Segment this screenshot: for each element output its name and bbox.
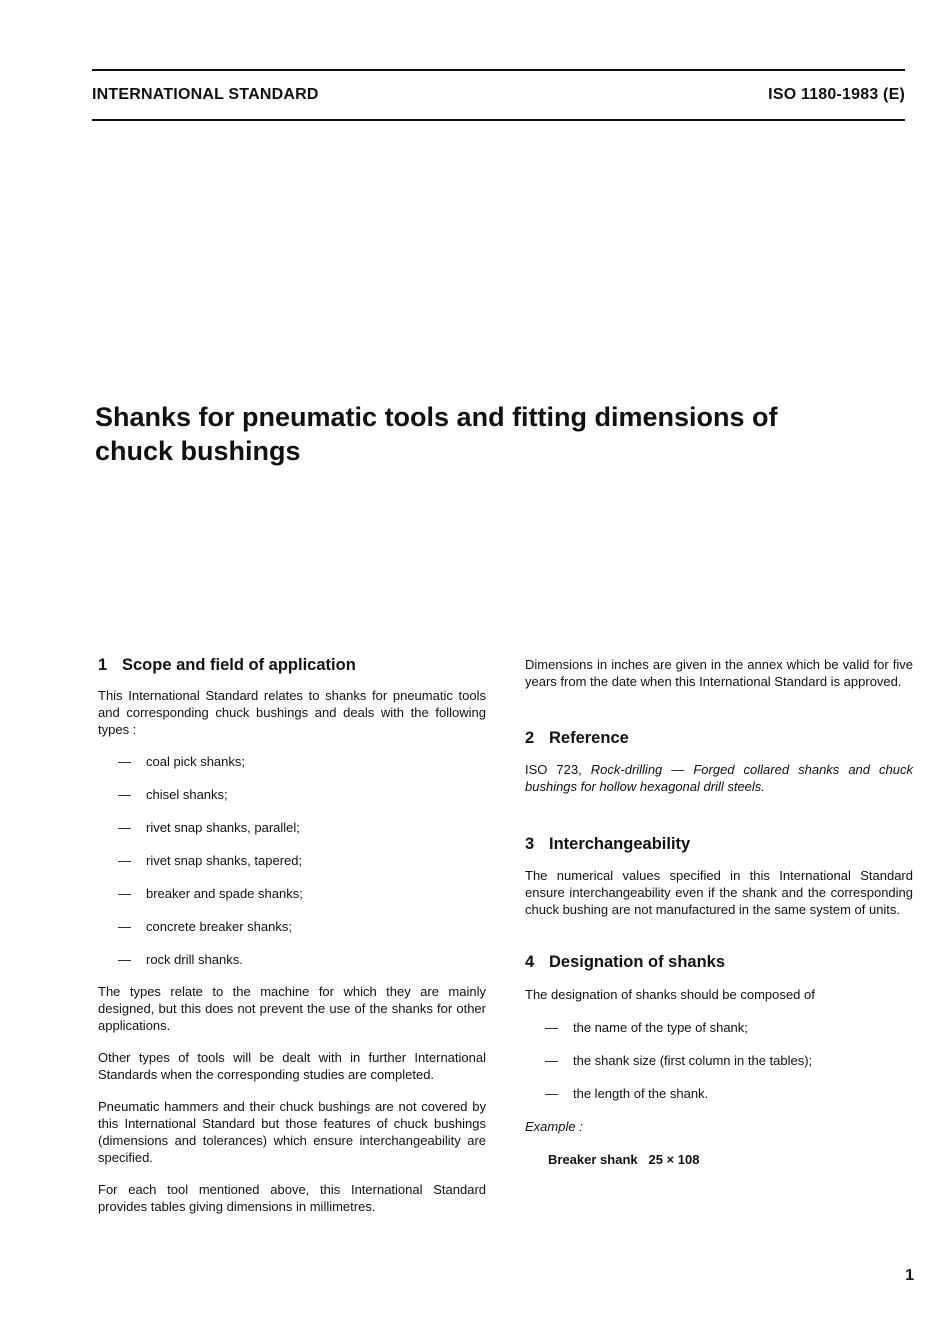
section-2-number: 2 — [525, 729, 535, 747]
reference-title: Rock-drilling — Forged collared shanks and chuck bushings for hollow hexagonal drill steels. — [525, 762, 913, 794]
section-4-title: Designation of shanks — [549, 953, 726, 971]
header-top-rule — [92, 69, 905, 71]
list-item: — concrete breaker shanks; — [98, 918, 486, 935]
section-1-number: 1 — [98, 656, 108, 674]
section-1-intro: This International Standard relates to shanks for pneumatic tools and corresponding chuck bushings and deals with the following types : — [98, 688, 486, 737]
shank-types-list — [98, 753, 486, 968]
list-item: — the shank size (first column in the tables); — [525, 1052, 913, 1069]
example-shank-name: Breaker shank — [548, 1152, 638, 1167]
section-3-number: 3 — [525, 835, 535, 853]
reference-code: ISO 723, — [525, 762, 582, 777]
section-2-title: Reference — [549, 729, 629, 747]
example-label: Example : — [525, 1119, 583, 1134]
section-3-text: The numerical values specified in this International Standard ensure interchangeability even if the shank and the corresponding chuck bushing are not manufactured in the same system of units. — [525, 868, 913, 917]
section-1-paragraph: The types relate to the machine for which they are mainly designed, but this does not prevent the use of the shanks for other applications. — [98, 984, 486, 1033]
section-1-paragraph: For each tool mentioned above, this International Standard provides tables giving dimensions in millimetres. — [98, 1182, 486, 1214]
list-item: — chisel shanks; — [98, 786, 486, 803]
section-1-heading — [98, 654, 486, 676]
title-line-2: chuck bushings — [95, 436, 301, 466]
list-item: — coal pick shanks; — [98, 753, 486, 770]
section-4-heading — [525, 951, 913, 973]
section-4-number: 4 — [525, 953, 535, 971]
list-item: — rivet snap shanks, tapered; — [98, 852, 486, 869]
header-bottom-rule — [92, 119, 905, 121]
list-item: — the name of the type of shank; — [525, 1019, 913, 1036]
list-item: — rivet snap shanks, parallel; — [98, 819, 486, 836]
annex-note: Dimensions in inches are given in the annex which be valid for five years from the date when this International Standard is approved. — [525, 657, 913, 689]
document-type: INTERNATIONAL STANDARD — [92, 86, 319, 103]
designation-list — [525, 1019, 913, 1102]
right-column — [525, 654, 913, 1168]
section-1-paragraph: Pneumatic hammers and their chuck bushings are not covered by this International Standard but those features of chuck bushings (dimensions and tolerances) which ensure interchangeability are specified. — [98, 1099, 486, 1165]
reference-entry — [525, 761, 913, 795]
example-shank-size: 25 × 108 — [648, 1152, 700, 1167]
page-number: 1 — [905, 1267, 914, 1284]
list-item: — the length of the shank. — [525, 1085, 913, 1102]
standard-number: ISO 1180-1983 (E) — [768, 86, 905, 103]
section-1-title: Scope and field of application — [122, 656, 356, 674]
section-1-paragraph: Other types of tools will be dealt with in further International Standards when the corresponding studies are completed. — [98, 1050, 486, 1082]
left-column — [98, 654, 486, 1215]
list-item: — breaker and spade shanks; — [98, 885, 486, 902]
document-title — [95, 400, 885, 468]
title-line-1: Shanks for pneumatic tools and fitting dimensions of — [95, 402, 778, 432]
list-item: — rock drill shanks. — [98, 951, 486, 968]
section-3-title: Interchangeability — [549, 835, 691, 853]
section-3-heading — [525, 833, 913, 855]
example-designation — [525, 1151, 913, 1168]
section-4-intro: The designation of shanks should be composed of — [525, 987, 815, 1002]
section-2-heading — [525, 727, 913, 749]
